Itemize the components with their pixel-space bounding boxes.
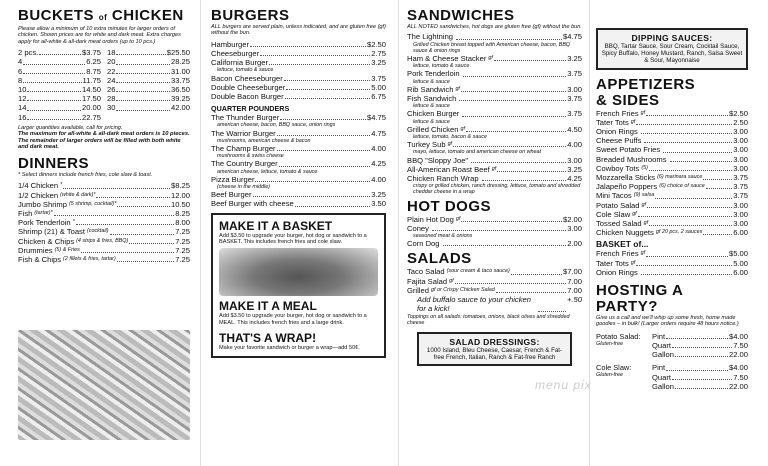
burgers-list (211, 40, 386, 101)
salad-toppings: Toppings on all salads: tomatoes, onions, black olives and shredded cheese (407, 313, 570, 326)
burger-item: Cheeseburger 2.75 (211, 49, 386, 59)
quarter-pounders-title: QUARTER POUNDERS (211, 104, 290, 114)
sandwich-item: Chicken Ranch Wrap 4.25 (407, 174, 582, 184)
column-2 (200, 0, 392, 466)
fries-photo (18, 330, 190, 440)
sandwich-item: The Lightning $4.75 (407, 32, 582, 42)
hotdogs-title: HOT DOGS (407, 197, 492, 215)
wrap-title: THAT'S A WRAP! (219, 331, 317, 346)
basketof-item: French Fries gf $5.00 (596, 249, 748, 259)
appetizer-item: French Fries gf $2.50 (596, 108, 748, 118)
buffalo-addon: Add buffalo sauce to your chicken for a kick! +.50 (417, 295, 582, 314)
item-description: mushrooms & swiss cheese (217, 153, 284, 160)
burgers-title: BURGERS (211, 7, 290, 24)
salad-dressings-list: 1000 Island, Bleu Cheese, Caesar, French & Fat-free French, Italian, Ranch & Fat-free Ranch (426, 346, 563, 361)
quarter-pounder-item: The Thunder Burger $4.75 (211, 113, 386, 123)
appetizer-item: Tater Tots gf 2.50 (596, 117, 748, 127)
dinner-item: Fish (tartar)* 8.25 (18, 209, 190, 219)
column-1 (0, 0, 196, 466)
burgers-note: ALL burgers are served plain, unless indicated, and are gluten free (gf) without the bun. (211, 24, 386, 37)
appetizer-item: Mozzarella Sticks (6) marinara sauce 3.75 (596, 173, 748, 183)
bucket-price: 28 39.25 (107, 94, 190, 104)
item-description: american cheese, lettuce, tomato & sauce (217, 168, 318, 175)
sandwich-item: Turkey Sub gf 4.00 (407, 140, 582, 150)
item-description: crispy or grilled chicken, ranch dressing, lettuce, tomato and shredded cheddar cheese in a wrap (413, 183, 581, 196)
bucket-price: 2 pcs. $3.75 (18, 48, 101, 58)
salad-dressings-title: SALAD DRESSINGS: (449, 336, 540, 347)
item-description: lettuce & sauce (413, 78, 450, 85)
potato-salad-size: Gallon 22.00 (652, 350, 748, 360)
dinner-item: Pork Tenderloin * 8.00 (18, 218, 190, 228)
buckets-title: BUCKETS of CHICKEN (18, 7, 184, 24)
appetizers-list (596, 109, 748, 238)
item-description: (cheese in the middle) (217, 184, 271, 191)
dinners-list (18, 181, 190, 264)
quarter-pounder-item: Beef Burger with cheese 3.50 (211, 199, 386, 209)
sandwiches-note: ALL NOTED sandwiches, hot dogs are gluten free (gf) without the bun. (407, 24, 582, 30)
dinner-item: Drummies (5) & Fries 7.25 (18, 245, 190, 255)
item-description: seasoned meat & onions (413, 233, 473, 240)
buckets-footnote2: The maximum for all-white & all-dark meat orders is 10 pieces. The remainder of larger orders will be filled with both white and dark meat. (18, 131, 190, 151)
sandwiches-list (407, 32, 582, 195)
bucket-price: 26 36.50 (107, 85, 190, 95)
sandwich-item: All-American Roast Beef gf 3.25 (407, 164, 582, 174)
wrap-desc: Make your favorite sandwich or burger a wrap—add 50¢. (219, 345, 360, 352)
sandwich-item: Fish Sandwich 3.75 (407, 94, 582, 104)
sandwich-item: Pork Tenderloin 3.75 (407, 69, 582, 79)
bucket-price: 22 31.00 (107, 66, 190, 76)
bucket-price: 4 6.25 (18, 57, 101, 67)
bucket-price: 18 $25.50 (107, 48, 190, 58)
sandwich-item: Grilled Chicken gf 4.50 (407, 124, 582, 134)
appetizer-item: Sweet Potato Fries 3.00 (596, 145, 748, 155)
dinner-item: Chicken & Chips (4 strips & fries, BBQ) 7.25 (18, 236, 190, 246)
bucket-price: 12 17.50 (18, 94, 101, 104)
burger-item: Double Bacon Burger 6.75 (211, 92, 386, 102)
dinner-item: Fish & Chips (2 fillets & fries, tartar) 7.25 (18, 255, 190, 265)
salad-item: Fajita Salad gf 7.00 (407, 276, 582, 286)
dinner-item: Jumbo Shrimp (5 shrimp, cocktail)* 10.50 (18, 199, 190, 209)
watermark: menu pix (535, 378, 592, 392)
bucket-price: 6 8.75 (18, 66, 101, 76)
appetizer-item: Cheese Puffs 3.00 (596, 136, 748, 146)
cole-slaw-size: Pint $4.00 (652, 363, 748, 373)
bucket-price: 10 14.50 (18, 85, 101, 95)
hotdog-item: Plain Hot Dog gf $2.00 (407, 214, 582, 224)
potato-salad-size: Pint $4.00 (652, 331, 748, 341)
bucket-price: 20 28.25 (107, 57, 190, 67)
hotdog-item: Corn Dog 2.00 (407, 239, 582, 249)
buckets-left (18, 48, 101, 122)
salad-item: Taco Salad (sour cream & taco sauce) $7.00 (407, 267, 582, 277)
appetizer-item: Chicken Nuggets gf 20 pcs, 2 sauces 6.00 (596, 228, 748, 238)
meal-title: MAKE IT A MEAL (219, 299, 317, 314)
item-description: Grilled Chicken breast topped with American cheese, bacon, BBQ sauce & onion rings (413, 41, 571, 54)
quarter-pounder-item: The Country Burger 4.25 (211, 159, 386, 169)
item-description: lettuce, tomato, bacon & sauce (413, 134, 488, 141)
item-description: lettuce & sauce (413, 118, 450, 125)
column-4 (589, 0, 768, 466)
basketof-title: BASKET of... (596, 239, 649, 250)
burger-item: California Burger 3.25 (211, 58, 386, 68)
appetizer-item: Cowboy Tots (5) 3.00 (596, 163, 748, 173)
salad-item: Grilled gf or Crispy Chicken Salad 7.00 (407, 285, 582, 295)
dipping-sauces-box (596, 28, 748, 70)
quarter-pounder-item: The Champ Burger 4.00 (211, 144, 386, 154)
basket-desc: Add $3.50 to upgrade your burger, hot dog or sandwich to a BASKET. This includes french fries and cole slaw. (219, 232, 367, 246)
salad-dressings-box (417, 332, 572, 366)
sides-title: & SIDES (596, 91, 660, 109)
item-description: lettuce & sauce (413, 103, 450, 110)
cole-slaw-size: Quart 7.50 (652, 372, 748, 382)
quarter-pounder-item: The Warrior Burger 4.75 (211, 128, 386, 138)
burger-item: Double Cheeseburger 5.00 (211, 82, 386, 92)
hotdogs-list (407, 215, 582, 249)
cole-slaw-size: Gallon 22.00 (652, 381, 748, 391)
party-title: HOSTING A PARTY? (596, 282, 683, 316)
buckets-note: Please allow a minimum of 10 extra minutes for larger orders of chicken. Shown prices are for white and dark meat. Extra charges apply for all-white & all-dark meat orders (up to 10 pcs.) (18, 26, 181, 45)
basketof-item: Tater Tots gf 5.00 (596, 258, 748, 268)
appetizer-item: Jalapeño Poppers (6) choice of sauce 3.75 (596, 182, 748, 192)
sandwiches-title: SANDWICHES (407, 7, 515, 24)
sandwich-item: Chicken Burger 3.75 (407, 109, 582, 119)
dinner-item: 1/4 Chicken * $8.25 (18, 181, 190, 191)
upgrade-box (211, 213, 386, 358)
item-description: lettuce, tomato & sauce (217, 67, 274, 74)
sandwich-item: BBQ "Sloppy Joe" 3.00 (407, 155, 582, 165)
appetizer-item: Cole Slaw gf 3.00 (596, 209, 748, 219)
basketof-list (596, 249, 748, 277)
column-3 (398, 0, 586, 466)
quarter-pounder-item: Pizza Burger 4.00 (211, 174, 386, 184)
item-description: mayo, lettuce, tomato and american cheese on wheat (413, 149, 541, 156)
bucket-price: 8 11.75 (18, 75, 101, 85)
sandwich-item: Rib Sandwich gf 3.00 (407, 84, 582, 94)
dipping-sauces-title: DIPPING SAUCES: (631, 33, 713, 43)
buckets-prices (18, 48, 190, 122)
appetizer-item: Breaded Mushrooms 3.00 (596, 154, 748, 164)
item-description: american cheese, bacon, BBQ sauce, onion rings (217, 122, 336, 129)
appetizer-item: Mini Tacos (9) salsa 3.75 (596, 191, 748, 201)
appetizer-item: Potato Salad gf 3.00 (596, 200, 748, 210)
bucket-price: 14 20.00 (18, 103, 101, 113)
salads-title: SALADS (407, 250, 472, 268)
basket-title: MAKE IT A BASKET (219, 218, 333, 233)
bucket-price: 30 42.00 (107, 103, 190, 113)
dinner-item: Shrimp (21) & Toast (cocktail) 7.25 (18, 227, 190, 237)
buckets-footnote1: Larger quantities available, call for pricing. (18, 124, 123, 131)
quarter-pounder-item: Beef Burger 3.25 (211, 190, 386, 200)
dinners-note: * Select dinners include french fries, cole slaw & toast. (18, 172, 153, 179)
dinners-title: DINNERS (18, 155, 90, 173)
basketof-item: Onion Rings 6.00 (596, 267, 748, 277)
hotdog-item: Coney 3.00 (407, 223, 582, 233)
potato-salad-bulk: Potato Salad: Gluten-free Pint $4.00 Quart 7.50 Gallon 22.00 (596, 331, 748, 360)
burger-item: Bacon Cheeseburger 3.75 (211, 73, 386, 83)
bucket-price: 24 33.75 (107, 75, 190, 85)
cole-slaw-bulk: Cole Slaw: Gluten-free Pint $4.00 Quart 7.50 Gallon 22.00 (596, 363, 748, 391)
item-description: lettuce, tomato & sauce (413, 63, 470, 70)
buckets-right (107, 48, 190, 122)
bucket-price: 16 22.75 (18, 112, 101, 122)
appetizer-item: Tossed Salad gf 3.00 (596, 219, 748, 229)
salads-list (407, 267, 582, 295)
dinner-item: 1/2 Chicken (white & dark)* 12.00 (18, 190, 190, 200)
dipping-sauces-list: BBQ, Tartar Sauce, Sour Cream, Cocktail Sauce, Spicy Buffalo, Honey Mustard, Ranch, Salsa Sweet & Sour, Mayonnaise (601, 43, 743, 65)
item-description: mushrooms, american cheese & bacon (217, 137, 311, 144)
burger-photo (219, 248, 378, 296)
sandwich-item: Ham & Cheese Stacker gf 3.25 (407, 54, 582, 64)
meal-desc: Add $3.50 to upgrade your burger, hot dog or sandwich to a MEAL. This includes french fries and a large drink. (219, 313, 367, 326)
potato-salad-size: Quart 7.50 (652, 341, 748, 351)
quarter-pounders-list (211, 113, 386, 208)
appetizers-title: APPETIZERS (596, 75, 696, 93)
burger-item: Hamburger $2.50 (211, 39, 386, 49)
appetizer-item: Onion Rings 3.00 (596, 127, 748, 137)
party-note: Give us a call and we'll whip up some fresh, home made goodies – in bulk! (Larger orders require 48 hours notice.) (596, 315, 739, 328)
